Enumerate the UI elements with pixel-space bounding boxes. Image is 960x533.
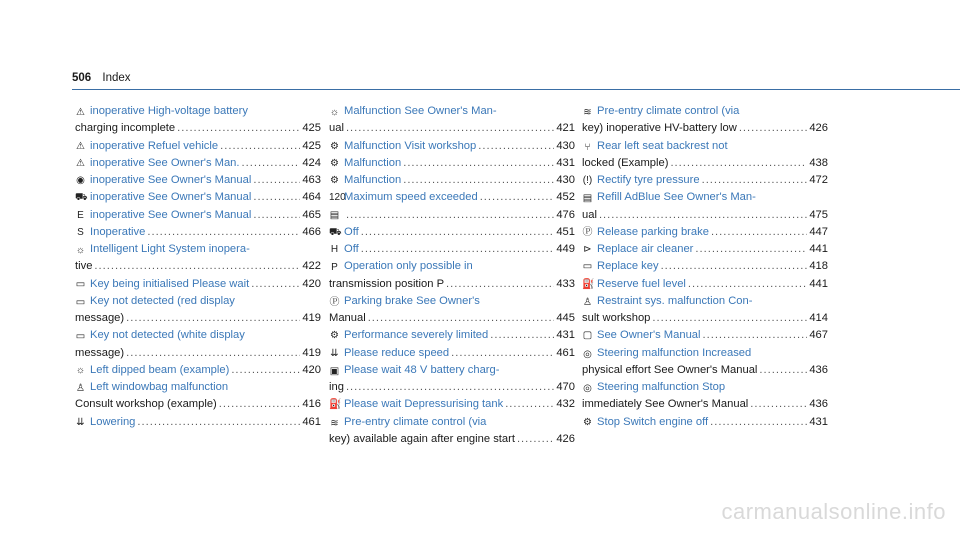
page-reference[interactable]: 419 (302, 346, 321, 359)
engine-icon: ⚙ (330, 157, 339, 169)
page-reference[interactable]: 451 (556, 225, 575, 238)
page-reference[interactable]: 463 (302, 174, 321, 186)
entry-label[interactable]: inoperative See Owner's Manual (90, 208, 252, 221)
index-entry[interactable] (582, 327, 828, 344)
entry-label-continued: physical effort See Owner's Manual (582, 363, 758, 376)
entry-label-continued: Consult workshop (example) (75, 398, 217, 411)
entry-label[interactable]: See Owner's Manual (597, 329, 701, 342)
parking-brake-icon: Ⓟ (329, 296, 340, 308)
entry-label[interactable]: Release parking brake (597, 225, 709, 238)
service-icon: ⚙ (330, 140, 339, 152)
page-reference[interactable]: 470 (556, 381, 575, 393)
entry-label[interactable]: Steering malfunction Stop (597, 381, 726, 393)
index-entry[interactable] (582, 414, 828, 431)
index-entry[interactable] (582, 258, 828, 275)
dot-leader (710, 414, 807, 431)
index-entry[interactable] (329, 396, 575, 413)
entry-label-continued: ual (582, 208, 597, 221)
dot-leader (652, 310, 807, 327)
dot-leader (703, 327, 808, 344)
index-entry[interactable] (329, 207, 575, 224)
page-reference[interactable]: 461 (556, 346, 575, 359)
engine-icon: ⚙ (583, 416, 592, 428)
lowering-icon: ⇊ (330, 347, 339, 359)
entry-label-continued: key) available again after engine start (329, 432, 515, 445)
light-icon: ☼ (75, 245, 86, 256)
dot-leader (346, 379, 554, 396)
entry-label-continued: locked (Example) (582, 156, 669, 169)
entry-label[interactable]: Please reduce speed (344, 346, 450, 359)
index-entry[interactable] (329, 345, 575, 362)
traction-icon: ⛟ (329, 226, 342, 238)
entry-label[interactable]: inoperative Refuel vehicle (90, 139, 219, 152)
page-reference[interactable]: 430 (556, 139, 575, 152)
page-reference[interactable]: 431 (556, 329, 575, 342)
dot-leader (446, 276, 554, 293)
climate-control-icon: ≋ (330, 417, 339, 429)
entry-label[interactable]: inoperative See Owner's Manual (90, 191, 252, 204)
entry-label[interactable]: Maximum speed exceeded (344, 191, 478, 204)
high-voltage-battery-icon: ⚠ (76, 157, 85, 169)
climate-control-icon: ≋ (583, 107, 592, 118)
entry-label-continued: ual (329, 122, 344, 135)
index-entry[interactable] (582, 379, 828, 414)
index-entry[interactable] (329, 362, 575, 397)
page-reference[interactable]: 436 (809, 398, 828, 411)
index-entry[interactable] (75, 414, 321, 431)
page-reference[interactable]: 464 (302, 191, 321, 204)
entry-label-continued: message) (75, 312, 125, 324)
page-reference[interactable]: 418 (809, 260, 828, 273)
page-reference[interactable]: 449 (556, 243, 575, 255)
entry-label[interactable]: Pre-entry climate control (via (344, 415, 487, 428)
entry-label-continued: immediately See Owner's Manual (582, 398, 749, 411)
entry-label[interactable]: Intelligent Light System inopera- (90, 243, 250, 255)
entry-label[interactable]: Stop Switch engine off (597, 415, 709, 428)
entry-label[interactable]: Lowering (90, 415, 136, 428)
entry-label[interactable]: Rear left seat backrest not (597, 139, 728, 152)
transmission-icon: P (331, 262, 338, 274)
entry-label[interactable]: Replace air cleaner (597, 243, 694, 255)
index-entry[interactable] (329, 293, 575, 328)
hold-icon: H (330, 244, 339, 255)
page-reference[interactable]: 441 (809, 243, 828, 255)
index-entry[interactable] (329, 258, 575, 293)
dot-leader (750, 396, 807, 413)
dot-leader (403, 155, 554, 172)
index-entry[interactable] (75, 189, 321, 206)
page-reference[interactable]: 426 (809, 122, 828, 135)
ebd-icon: E (77, 209, 84, 221)
airbag-icon: ♙ (76, 383, 85, 394)
index-entry[interactable] (582, 103, 828, 138)
index-entry[interactable] (75, 224, 321, 241)
dot-leader (670, 155, 807, 172)
dot-leader (759, 362, 807, 379)
header-rule (72, 89, 960, 90)
dot-leader (361, 241, 555, 258)
dot-leader (253, 207, 300, 224)
index-entry[interactable] (582, 224, 828, 241)
index-entry[interactable] (329, 224, 575, 241)
entry-label[interactable]: inoperative High-voltage battery (90, 105, 248, 117)
air-cleaner-icon: ⊳ (583, 244, 592, 255)
index-entry[interactable] (75, 276, 321, 293)
entry-label[interactable]: Replace key (597, 260, 659, 273)
steering-icon: ◎ (583, 383, 592, 394)
page-reference[interactable]: 441 (809, 277, 828, 290)
dot-leader (346, 207, 554, 224)
index-entry[interactable] (75, 362, 321, 379)
index-column-1 (75, 103, 321, 431)
entry-label[interactable]: Off (344, 225, 359, 238)
index-entry[interactable] (75, 138, 321, 155)
page-reference[interactable]: 419 (302, 312, 321, 324)
dot-leader (661, 258, 808, 275)
dot-leader (451, 345, 554, 362)
page-reference[interactable]: 426 (556, 432, 575, 445)
entry-label-continued: transmission position P (329, 277, 445, 290)
display-icon: ▤ (329, 209, 340, 221)
light-icon: ☼ (75, 364, 86, 376)
entry-label[interactable]: Off (344, 243, 359, 255)
fuel-icon: ⛽ (582, 278, 595, 290)
entry-label-continued: tive (75, 260, 93, 273)
index-entry[interactable] (75, 241, 321, 276)
display-icon: ▢ (582, 330, 593, 342)
dot-leader (251, 276, 300, 293)
index-entry[interactable] (75, 379, 321, 414)
dot-leader (505, 396, 554, 413)
dot-leader (137, 414, 300, 431)
adblue-icon: ▤ (582, 193, 593, 205)
entry-label[interactable]: Reserve fuel level (597, 277, 686, 290)
watermark: carmanualsonline.info (721, 499, 946, 524)
light-icon: ☼ (329, 107, 340, 118)
entry-label[interactable]: Key being initialised Please wait (90, 277, 250, 290)
entry-label[interactable]: Key not detected (white display (90, 329, 245, 342)
page-reference[interactable]: 416 (302, 398, 321, 411)
index-column-2 (329, 103, 575, 448)
page-reference[interactable]: 452 (556, 191, 575, 204)
index-entry[interactable] (582, 345, 828, 380)
page-reference[interactable]: 436 (809, 363, 828, 376)
index-entry[interactable] (329, 414, 575, 449)
index-entry[interactable] (75, 293, 321, 328)
entry-label[interactable]: Left windowbag malfunction (90, 381, 229, 393)
entry-label[interactable]: Steering malfunction Increased (597, 346, 752, 359)
entry-label[interactable]: Key not detected (red display (90, 294, 235, 307)
high-voltage-battery-icon: ⚠ (76, 107, 85, 118)
dot-leader (220, 138, 300, 155)
entry-label[interactable]: Parking brake See Owner's (344, 294, 480, 307)
page-reference[interactable]: 445 (556, 312, 575, 324)
key-icon: ▭ (75, 296, 86, 308)
index-entry[interactable] (75, 172, 321, 189)
entry-label[interactable]: Rectify tyre pressure (597, 174, 700, 186)
page-number: 506 (72, 72, 92, 84)
index-entry[interactable] (582, 276, 828, 293)
airbag-icon: ♙ (583, 296, 592, 308)
page-reference[interactable]: 420 (302, 277, 321, 290)
entry-label[interactable]: Malfunction (344, 174, 402, 186)
index-entry[interactable] (582, 189, 828, 224)
seat-icon: ⑂ (584, 141, 591, 153)
index-entry[interactable] (329, 138, 575, 155)
dot-leader (403, 172, 554, 189)
index-entry[interactable] (329, 189, 575, 206)
entry-label[interactable]: Operation only possible in (344, 260, 473, 273)
dot-leader (126, 345, 300, 362)
parking-brake-icon: Ⓟ (582, 226, 593, 238)
page-reference[interactable]: 447 (809, 225, 828, 238)
entry-label[interactable]: Restraint sys. malfunction Con- (597, 294, 753, 307)
page-reference[interactable]: 421 (556, 122, 575, 135)
page-reference[interactable]: 475 (809, 208, 828, 221)
key-icon: ▭ (75, 278, 86, 290)
dot-leader (739, 120, 808, 137)
entry-label-continued: sult workshop (582, 312, 651, 324)
tyre-pressure-icon: (!) (582, 175, 593, 186)
page-reference[interactable]: 465 (302, 208, 321, 221)
index-entry[interactable] (582, 172, 828, 189)
dot-leader (253, 172, 300, 189)
sos-icon: S (77, 226, 84, 238)
page-reference[interactable]: 466 (302, 225, 321, 238)
dot-leader (147, 224, 300, 241)
dot-leader (478, 138, 554, 155)
dot-leader (219, 396, 301, 413)
page-reference[interactable]: 432 (556, 398, 575, 411)
entry-label[interactable]: Left dipped beam (example) (90, 363, 230, 376)
vehicle-icon: ⛟ (75, 192, 88, 204)
dot-leader (361, 224, 555, 241)
entry-label-continued: Manual (329, 312, 366, 324)
dot-leader (711, 224, 807, 241)
page-reference[interactable]: 472 (809, 174, 828, 186)
page-reference[interactable]: 424 (302, 156, 321, 169)
page-reference[interactable]: 420 (302, 363, 321, 376)
dot-leader (368, 310, 555, 327)
dot-leader (695, 241, 807, 258)
index-entry[interactable] (75, 155, 321, 172)
entry-label[interactable]: Please wait Depressurising tank (344, 398, 504, 411)
entry-label-continued: ing (329, 381, 344, 393)
index-entry[interactable] (582, 138, 828, 173)
entry-label-continued: key) inoperative HV-battery low (582, 122, 737, 135)
page-reference[interactable]: 467 (809, 329, 828, 342)
index-entry[interactable] (329, 103, 575, 138)
entry-label[interactable]: Malfunction (344, 156, 402, 169)
index-entry[interactable] (582, 293, 828, 328)
steering-icon: ◎ (583, 348, 592, 360)
page-reference[interactable]: 438 (809, 156, 828, 169)
section-title: Index (102, 72, 131, 84)
index-entry[interactable] (329, 327, 575, 344)
index-entry[interactable] (329, 172, 575, 189)
dot-leader (517, 431, 554, 448)
dot-leader (599, 207, 807, 224)
index-column-3 (582, 103, 828, 431)
speed-limit-icon: 120 (329, 192, 346, 204)
page-reference[interactable]: 425 (302, 122, 321, 135)
dot-leader (94, 258, 300, 275)
page-reference[interactable]: 431 (556, 156, 575, 169)
entry-label[interactable]: Performance severely limited (344, 329, 489, 342)
page-reference[interactable]: 461 (302, 415, 321, 428)
high-voltage-battery-icon: ⚠ (76, 140, 85, 152)
page-reference[interactable]: 414 (809, 312, 828, 324)
fuel-tank-icon: ⛽ (329, 399, 342, 411)
engine-icon: ⚙ (330, 330, 339, 342)
index-entry[interactable] (75, 103, 321, 138)
index-entry[interactable] (582, 241, 828, 258)
entry-label[interactable]: Malfunction See Owner's Man- (344, 105, 497, 117)
page-reference[interactable]: 433 (556, 277, 575, 290)
dot-leader (231, 362, 300, 379)
dot-leader (177, 120, 300, 137)
entry-label[interactable]: inoperative See Owner's Man. (90, 156, 240, 169)
entry-label[interactable]: Inoperative (90, 225, 146, 238)
index-entry[interactable] (75, 327, 321, 362)
dot-leader (490, 327, 554, 344)
page-reference[interactable]: 431 (809, 415, 828, 428)
entry-label[interactable]: Please wait 48 V battery charg- (344, 363, 500, 376)
index-entry[interactable] (329, 241, 575, 258)
page-reference[interactable]: 425 (302, 139, 321, 152)
dot-leader (242, 155, 301, 172)
page-reference[interactable]: 430 (556, 174, 575, 186)
warning-circle-icon: ◉ (76, 175, 85, 186)
service-icon: ⚙ (330, 175, 339, 186)
dot-leader (702, 172, 808, 189)
dot-leader (346, 120, 554, 137)
index-entry[interactable] (329, 155, 575, 172)
entry-label-continued: message) (75, 346, 125, 359)
page-reference[interactable]: 422 (302, 260, 321, 273)
key-icon: ▭ (75, 331, 86, 343)
entry-label-continued: charging incomplete (75, 122, 176, 135)
page-header (72, 72, 131, 84)
dot-leader (126, 310, 300, 327)
entry-label[interactable]: Pre-entry climate control (via (597, 105, 740, 117)
page-reference[interactable]: 476 (556, 208, 575, 221)
index-entry[interactable] (75, 207, 321, 224)
entry-label[interactable]: inoperative See Owner's Manual (90, 174, 252, 186)
entry-label[interactable]: Refill AdBlue See Owner's Man- (597, 191, 756, 204)
dot-leader (480, 189, 555, 206)
battery-48v-icon: ▣ (329, 365, 340, 377)
lowering-icon: ⇊ (76, 416, 85, 428)
entry-label[interactable]: Malfunction Visit workshop (344, 139, 477, 152)
dot-leader (688, 276, 807, 293)
key-icon: ▭ (582, 261, 593, 273)
dot-leader (253, 189, 300, 206)
